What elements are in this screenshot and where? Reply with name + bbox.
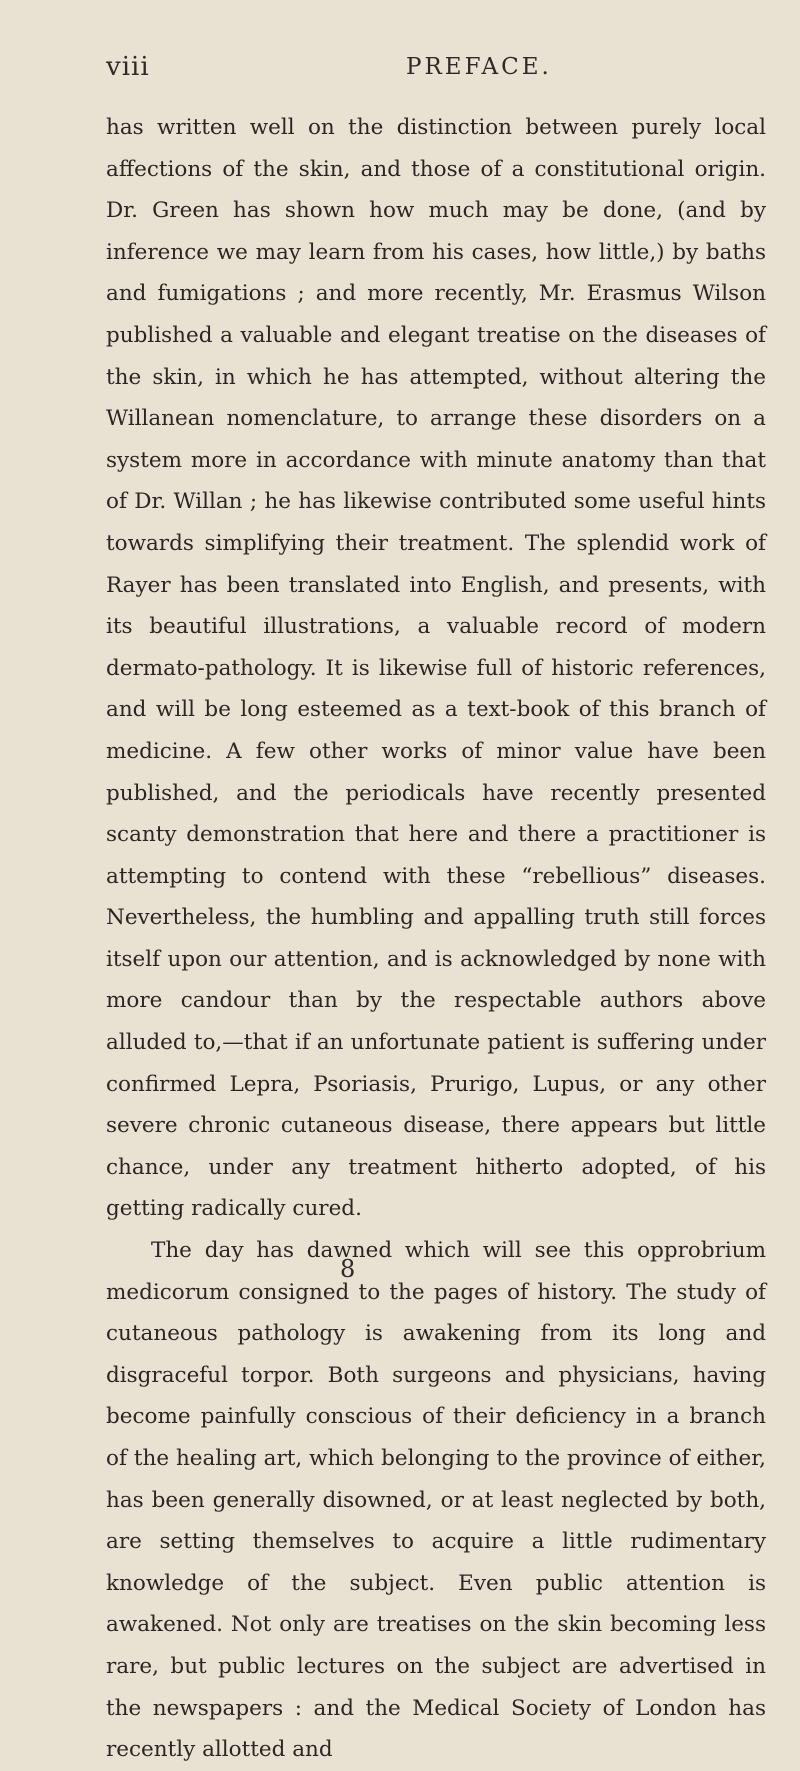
- body-text: [106, 107, 766, 1771]
- paragraph-1: has written well on the distinction between purely local affections of the skin, and those of a constitutional origin. Dr. Green has shown how much may be done, (and by inference we may learn from his cases, how little,) by baths and fumigations ; and more recently, Mr. Erasmus Wilson published a valuable and elegant treatise on the diseases of the skin, in which he has attempted, without altering the Willanean nomenclature, to arrange these disorders on a system more in accordance with minute anatomy than that of Dr. Willan ; he has likewise contributed some useful hints towards simplifying their treatment. The splendid work of Rayer has been translated into English, and presents, with its beautiful illustrations, a valuable record of modern dermato-pathology. It is likewise full of historic references, and will be long esteemed as a text-book of this branch of medicine. A few other works of minor value have been published, and the periodicals have recently presented scanty demonstration that here and there a practitioner is attempting to contend with these “rebellious” diseases. Nevertheless, the humbling and appalling truth still forces itself upon our attention, and is acknowledged by none with more candour than by the respectable authors above alluded to,—that if an unfortunate patient is suffering under confirmed Lepra, Psoriasis, Prurigo, Lupus, or any other severe chronic cutaneous disease, there appears but little chance, under any treatment hitherto adopted, of his getting radically cured.: [106, 115, 766, 1222]
- page-header: [106, 52, 766, 92]
- running-head: PREFACE.: [406, 54, 552, 80]
- page-number: viii: [106, 52, 150, 82]
- paragraph-2: The day has dawned which will see this opprobrium medicorum consigned to the pages of history. The study of cutaneous pathology is awakening from its long and disgraceful torpor. Both surgeons and physicians, having become painfully conscious of their deficiency in a branch of the healing art, which belonging to the province of either, has been generally disowned, or at least neglected by both, are setting themselves to acquire a little rudimentary knowledge of the subject. Even public attention is awakened. Not only are treatises on the skin becoming less rare, but public lectures on the subject are advertised in the newspapers : and the Medical Society of London has recently allotted and: [106, 1238, 766, 1763]
- signature-mark: 8: [340, 1255, 356, 1283]
